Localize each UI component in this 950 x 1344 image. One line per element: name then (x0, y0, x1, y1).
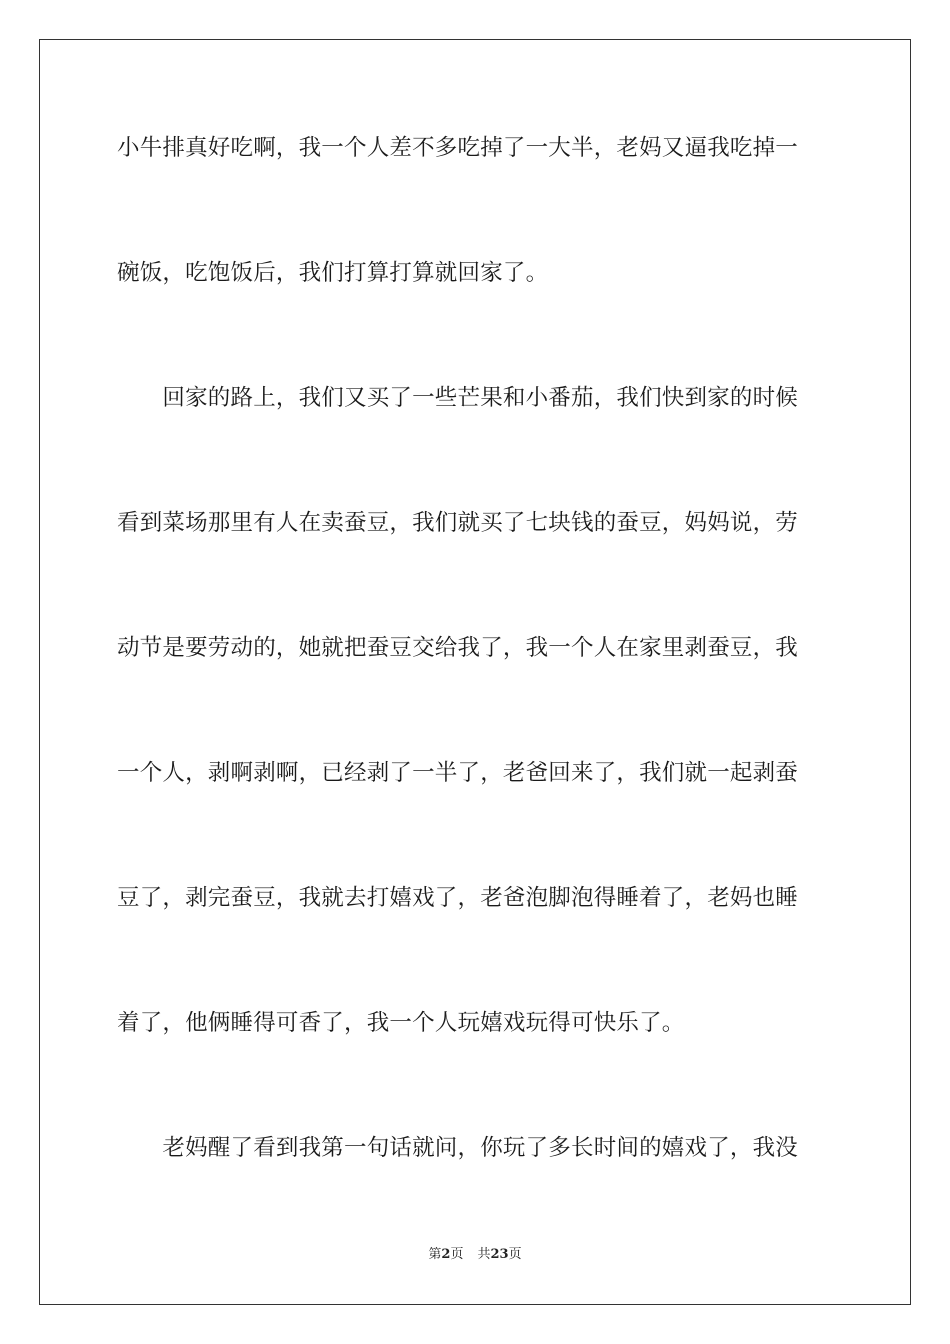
total-pages-number: 23 (490, 1247, 509, 1262)
text-line: 回家的路上，我们又买了一些芒果和小番茄，我们快到家的时候 (117, 385, 799, 411)
current-page-number: 2 (441, 1247, 451, 1262)
page-number-suffix: 页 (450, 1247, 464, 1262)
text-line: 看到菜场那里有人在卖蚕豆，我们就买了七块钱的蚕豆，妈妈说，劳 (117, 510, 799, 536)
page-number-prefix: 第 (428, 1247, 442, 1262)
text-line: 碗饭，吃饱饭后，我们打算打算就回家了。 (117, 260, 549, 286)
text-line: 老妈醒了看到我第一句话就问，你玩了多长时间的嬉戏了，我没 (117, 1135, 799, 1161)
page-border (39, 39, 911, 1305)
text-line: 着了，他俩睡得可香了，我一个人玩嬉戏玩得可快乐了。 (117, 1010, 685, 1036)
total-pages-prefix: 共 (477, 1247, 491, 1262)
text-line: 一个人，剥啊剥啊，已经剥了一半了，老爸回来了，我们就一起剥蚕 (117, 760, 799, 786)
total-pages-suffix: 页 (508, 1247, 522, 1262)
text-line: 小牛排真好吃啊，我一个人差不多吃掉了一大半，老妈又逼我吃掉一 (117, 135, 799, 161)
text-line: 豆了，剥完蚕豆，我就去打嬉戏了，老爸泡脚泡得睡着了，老妈也睡 (117, 885, 799, 911)
text-line: 动节是要劳动的，她就把蚕豆交给我了，我一个人在家里剥蚕豆，我 (117, 635, 799, 661)
page-footer (0, 1246, 950, 1264)
